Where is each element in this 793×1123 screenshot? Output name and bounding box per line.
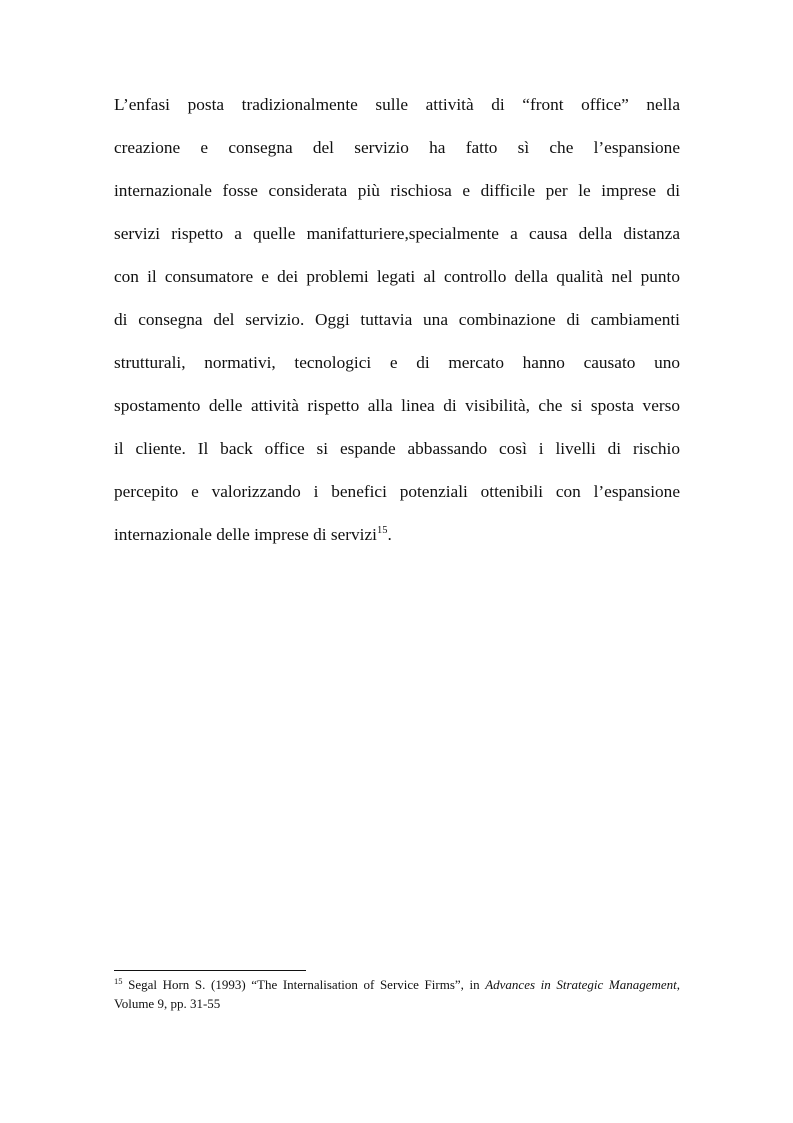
- footnote-reference[interactable]: 15: [376, 525, 388, 536]
- paragraph-line: spostamento delle attività rispetto alla linea di visibilità, che si sposta verso: [114, 396, 680, 415]
- footnote-line-2: Volume 9, pp. 31-55: [114, 996, 221, 1011]
- body-paragraph: [114, 88, 680, 561]
- sentence-period: .: [387, 525, 392, 544]
- paragraph-line-text: internazionale delle imprese di servizi: [114, 525, 377, 544]
- paragraph-line: con il consumatore e dei problemi legati al controllo della qualità nel punto: [114, 267, 680, 286]
- footnote: [114, 976, 680, 1013]
- footnote-number: 15: [114, 976, 123, 986]
- paragraph-line: strutturali, normativi, tecnologici e di mercato hanno causato uno: [114, 353, 680, 372]
- paragraph-line: internazionale fosse considerata più rischiosa e difficile per le imprese di: [114, 181, 680, 200]
- footnote-source-title: Advances in Strategic Management: [485, 977, 677, 992]
- paragraph-line: L’enfasi posta tradizionalmente sulle attività di “front office” nella: [114, 95, 680, 114]
- paragraph-last-line: [114, 518, 680, 561]
- paragraph-line: percepito e valorizzando i benefici potenziali ottenibili con l’espansione: [114, 482, 680, 501]
- footnote-separator: [114, 970, 306, 971]
- paragraph-line: servizi rispetto a quelle manifatturiere,specialmente a causa della distanza: [114, 224, 680, 243]
- paragraph-line: il cliente. Il back office si espande abbassando così i livelli di rischio: [114, 439, 680, 458]
- footnote-citation: Segal Horn S. (1993) “The Internalisation of Service Firms”, in: [128, 977, 486, 992]
- footnote-line-1: [114, 976, 680, 995]
- paragraph-line: creazione e consegna del servizio ha fatto sì che l’espansione: [114, 138, 680, 157]
- footnote-comma: ,: [676, 977, 680, 992]
- paragraph-line: di consegna del servizio. Oggi tuttavia una combinazione di cambiamenti: [114, 310, 680, 329]
